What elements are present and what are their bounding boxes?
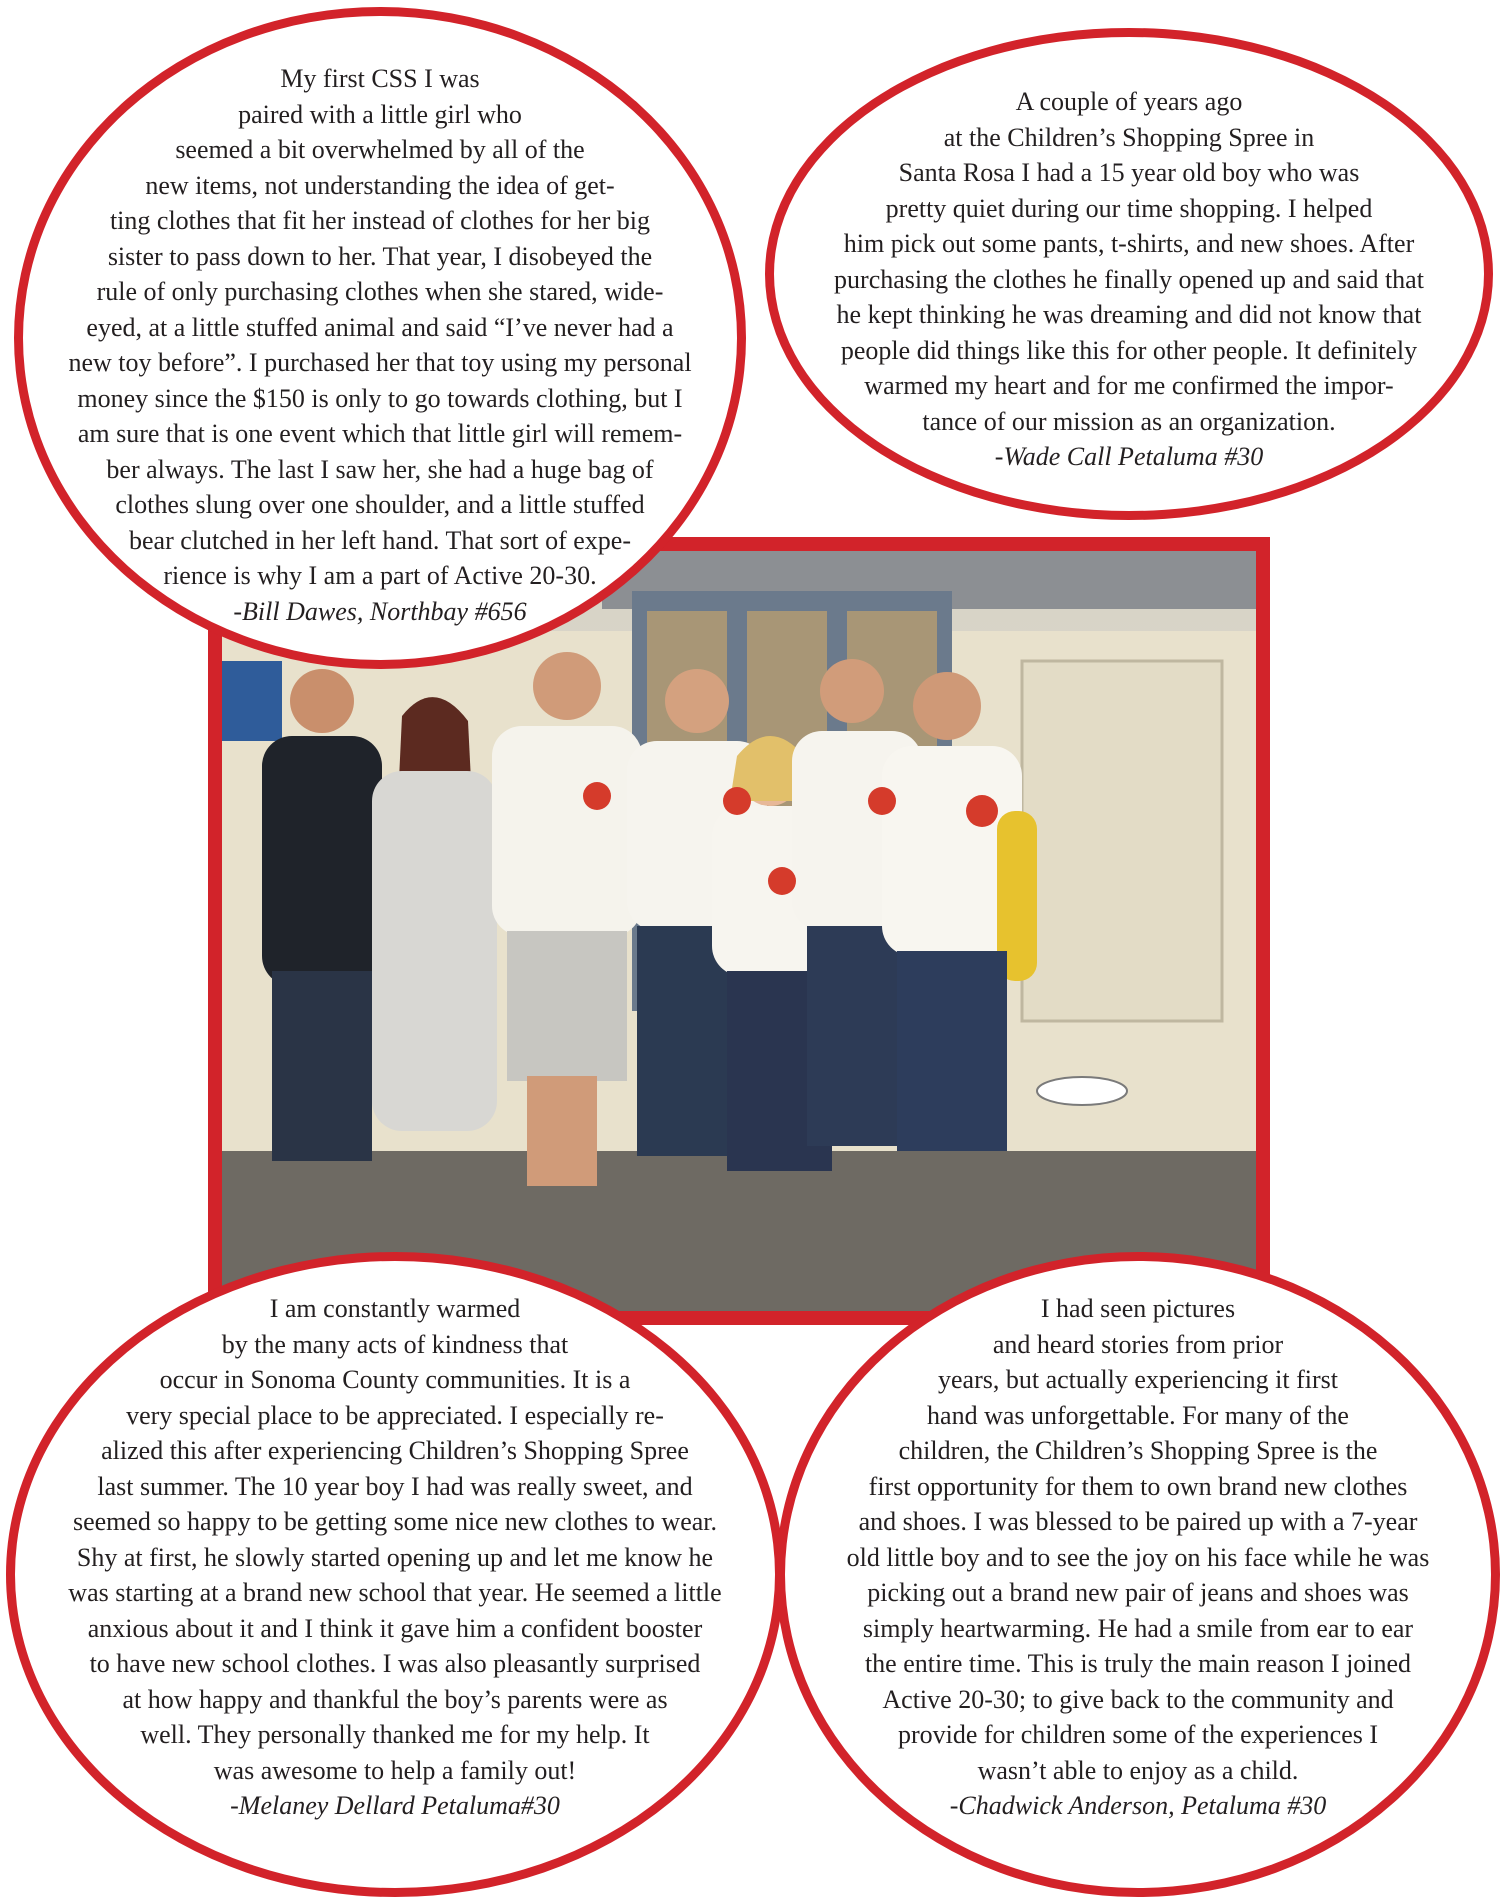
quote-author: -Wade Call Petaluma #30 <box>994 442 1264 471</box>
quote-line: old little boy and to see the joy on his face while he was <box>846 1542 1430 1572</box>
quote-line: clothes slung over one shoulder, and a little stuffed <box>115 490 645 519</box>
quote-bubble-melaney-dellard <box>6 1252 784 1897</box>
quote-line: pretty quiet during our time shopping. I helped <box>885 193 1373 223</box>
quote-line: last summer. The 10 year boy I had was really sweet, and <box>97 1471 693 1501</box>
quote-line: first opportunity for them to own brand new clothes <box>868 1471 1408 1501</box>
quote-bubble-bill-dawes <box>14 7 746 669</box>
quote-line: paired with a little girl who <box>238 99 522 129</box>
quote-line: well. They personally thanked me for my help. It <box>140 1720 650 1749</box>
quote-line: at how happy and thankful the boy’s parents were as <box>122 1684 668 1714</box>
quote-line: ting clothes that fit her instead of clothes for her big <box>109 206 651 235</box>
quote-line: simply heartwarming. He had a smile from ear to ear <box>862 1613 1414 1643</box>
quote-line: very special place to be appreciated. I especially re- <box>126 1400 664 1430</box>
quote-line: rule of only purchasing clothes when she stared, wide- <box>96 277 664 306</box>
quote-line: was starting at a brand new school that year. He seemed a little <box>68 1578 722 1607</box>
quote-line: rience is why I am a part of Active 20-30. <box>163 561 597 590</box>
quote-line: anxious about it and I think it gave him a confident booster <box>87 1613 703 1643</box>
quote-text <box>23 16 737 629</box>
quote-line: years, but actually experiencing it first <box>938 1365 1338 1394</box>
quote-line: by the many acts of kindness that <box>221 1329 569 1359</box>
quote-line: provide for children some of the experiences I <box>897 1720 1379 1749</box>
quote-line: seemed a bit overwhelmed by all of the <box>175 135 585 164</box>
quote-line: Santa Rosa I had a 15 year old boy who was <box>898 158 1360 187</box>
quote-author: -Melaney Dellard Petaluma#30 <box>230 1791 560 1820</box>
quote-line: him pick out some pants, t-shirts, and new shoes. After <box>843 229 1415 258</box>
quote-author: -Chadwick Anderson, Petaluma #30 <box>949 1791 1327 1820</box>
quote-line: purchasing the clothes he finally opened up and said that <box>834 264 1424 294</box>
quote-line: I had seen pictures <box>1040 1294 1236 1323</box>
quote-line: children, the Children’s Shopping Spree is the <box>898 1436 1378 1465</box>
quote-line: picking out a brand new pair of jeans and shoes was <box>867 1578 1409 1607</box>
quote-line: sister to pass down to her. That year, I disobeyed the <box>107 241 653 271</box>
quote-line: money since the $150 is only to go towards clothing, but I <box>77 383 683 413</box>
quote-line: hand was unforgettable. For many of the <box>927 1400 1349 1430</box>
quote-text <box>774 37 1484 475</box>
quote-line: new toy before”. I purchased her that toy using my personal <box>68 348 692 377</box>
plate <box>1037 1077 1127 1105</box>
quote-line: new items, not understanding the idea of get- <box>145 170 615 200</box>
quote-line: My first CSS I was <box>280 64 480 93</box>
quote-line: the entire time. This is truly the main reason I joined <box>864 1649 1412 1678</box>
quote-line: was awesome to help a family out! <box>213 1755 577 1785</box>
quote-line: to have new school clothes. I was also pleasantly surprised <box>89 1649 701 1678</box>
quote-bubble-chadwick-anderson <box>776 1252 1500 1897</box>
quote-line: Shy at first, he slowly started opening up and let me know he <box>76 1542 714 1572</box>
quote-line: wasn’t able to enjoy as a child. <box>977 1755 1299 1785</box>
quote-text <box>15 1261 775 1824</box>
quote-line: Active 20-30; to give back to the community and <box>882 1684 1394 1714</box>
quote-line: A couple of years ago <box>1015 87 1243 116</box>
quote-line: I am constantly warmed <box>269 1294 521 1323</box>
person-1 <box>262 669 382 1161</box>
quote-line: and heard stories from prior <box>992 1329 1284 1359</box>
quote-line: alized this after experiencing Children’s Shopping Spree <box>101 1436 689 1465</box>
tent-blue <box>222 661 282 741</box>
quote-line: am sure that is one event which that little girl will remem- <box>77 419 683 448</box>
quote-author: -Bill Dawes, Northbay #656 <box>233 596 527 626</box>
quote-line: tance of our mission as an organization. <box>922 406 1336 436</box>
quote-line: people did things like this for other people. It definitely <box>840 335 1418 365</box>
quote-line: ber always. The last I saw her, she had a huge bag of <box>106 454 654 484</box>
quote-line: warmed my heart and for me confirmed the impor- <box>864 371 1394 400</box>
quote-line: and shoes. I was blessed to be paired up with a 7-year <box>858 1507 1418 1536</box>
quote-line: occur in Sonoma County communities. It is a <box>159 1365 631 1394</box>
door <box>1022 661 1222 1021</box>
quote-line: he kept thinking he was dreaming and did not know that <box>836 300 1422 329</box>
quote-line: at the Children’s Shopping Spree in <box>943 122 1315 152</box>
quote-line: eyed, at a little stuffed animal and said “I’ve never had a <box>86 312 674 342</box>
quote-text <box>785 1261 1491 1824</box>
quote-bubble-wade-call <box>765 28 1493 520</box>
quote-line: bear clutched in her left hand. That sort of expe- <box>129 525 631 555</box>
quote-line: seemed so happy to be getting some nice new clothes to wear. <box>72 1507 718 1536</box>
